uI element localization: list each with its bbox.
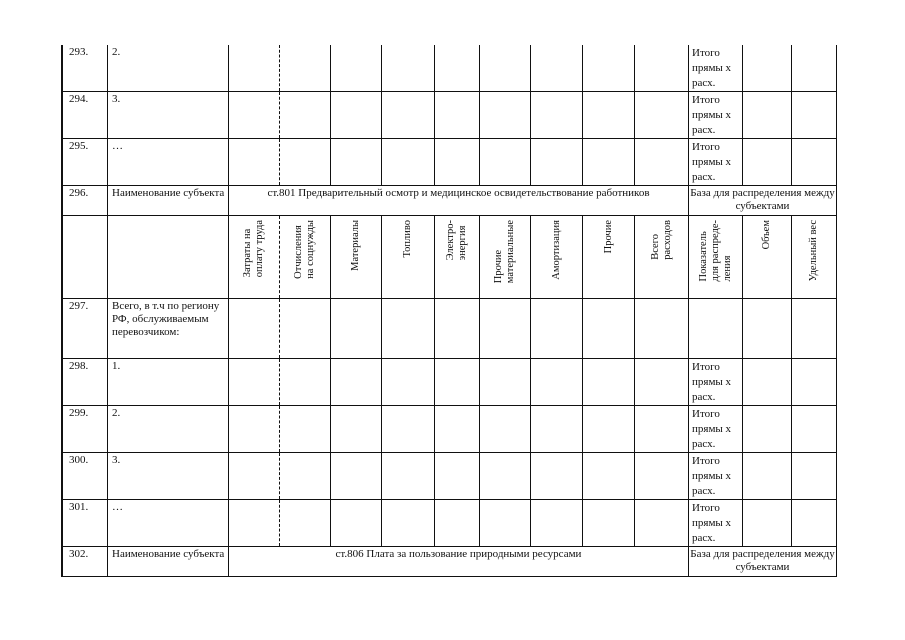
data-cell bbox=[635, 45, 689, 92]
data-cell bbox=[435, 139, 480, 186]
data-cell bbox=[382, 299, 435, 359]
row-number: 299. bbox=[63, 406, 108, 453]
data-cell bbox=[480, 500, 531, 547]
data-cell bbox=[635, 299, 689, 359]
data-cell bbox=[792, 406, 837, 453]
table-row bbox=[63, 92, 837, 139]
empty-cell bbox=[108, 216, 229, 299]
table-grid bbox=[62, 45, 837, 577]
data-cell bbox=[229, 139, 280, 186]
section-title: ст.806 Плата за пользование природными ресурсами bbox=[229, 547, 689, 577]
total-direct-cell: Итого прямы х расх. bbox=[689, 406, 743, 453]
data-cell bbox=[382, 139, 435, 186]
data-cell bbox=[480, 299, 531, 359]
total-direct-cell: Итого прямы х расх. bbox=[689, 92, 743, 139]
data-cell bbox=[743, 406, 792, 453]
data-cell bbox=[583, 45, 635, 92]
column-header-other: Прочие bbox=[583, 216, 635, 299]
column-header-total-expenses: Всего расходов bbox=[635, 216, 689, 299]
data-cell bbox=[531, 406, 583, 453]
data-cell bbox=[583, 92, 635, 139]
data-cell bbox=[480, 139, 531, 186]
data-cell bbox=[480, 92, 531, 139]
data-cell bbox=[382, 500, 435, 547]
data-cell bbox=[583, 406, 635, 453]
table-row bbox=[63, 139, 837, 186]
data-cell bbox=[743, 453, 792, 500]
total-direct-cell: Итого прямы х расх. bbox=[689, 453, 743, 500]
total-direct-cell: Итого прямы х расх. bbox=[689, 139, 743, 186]
row-number: 294. bbox=[63, 92, 108, 139]
data-cell bbox=[382, 359, 435, 406]
data-cell bbox=[792, 139, 837, 186]
data-cell bbox=[229, 453, 280, 500]
data-cell bbox=[531, 500, 583, 547]
data-cell bbox=[635, 139, 689, 186]
data-cell bbox=[280, 45, 331, 92]
row-number: 301. bbox=[63, 500, 108, 547]
row-number: 293. bbox=[63, 45, 108, 92]
data-cell bbox=[480, 453, 531, 500]
data-cell bbox=[280, 92, 331, 139]
column-header-social: Отчисления на соцнужды bbox=[280, 216, 331, 299]
data-cell bbox=[583, 500, 635, 547]
table-row bbox=[63, 500, 837, 547]
data-cell bbox=[331, 406, 382, 453]
data-cell bbox=[382, 45, 435, 92]
subject-cell: … bbox=[108, 500, 229, 547]
data-cell bbox=[480, 359, 531, 406]
column-header-weight: Удельный вес bbox=[792, 216, 837, 299]
row-number: 298. bbox=[63, 359, 108, 406]
total-direct-cell: Итого прямы х расх. bbox=[689, 359, 743, 406]
data-cell bbox=[435, 359, 480, 406]
data-cell bbox=[792, 359, 837, 406]
column-header-indicator: Показатель для распреде- ления bbox=[689, 216, 743, 299]
data-cell bbox=[743, 45, 792, 92]
data-cell bbox=[792, 500, 837, 547]
data-cell bbox=[280, 299, 331, 359]
data-cell bbox=[229, 406, 280, 453]
table-row bbox=[63, 359, 837, 406]
section-title: ст.801 Предварительный осмотр и медицинское освидетельствование работников bbox=[229, 186, 689, 216]
column-header-labor: Затраты на оплату труда bbox=[229, 216, 280, 299]
data-cell bbox=[229, 45, 280, 92]
data-cell bbox=[531, 453, 583, 500]
data-cell bbox=[331, 299, 382, 359]
column-header-amortization: Амортизация bbox=[531, 216, 583, 299]
data-cell bbox=[743, 299, 792, 359]
data-cell bbox=[531, 359, 583, 406]
data-cell bbox=[583, 359, 635, 406]
table-row bbox=[63, 45, 837, 92]
data-cell bbox=[280, 359, 331, 406]
column-header-materials: Материалы bbox=[331, 216, 382, 299]
subject-cell: 2. bbox=[108, 406, 229, 453]
base-title: База для распределения между субъектами bbox=[689, 547, 837, 577]
subject-cell: … bbox=[108, 139, 229, 186]
row-number: 296. bbox=[63, 186, 108, 216]
data-cell bbox=[229, 359, 280, 406]
data-cell bbox=[792, 453, 837, 500]
data-cell bbox=[531, 45, 583, 92]
data-cell bbox=[331, 453, 382, 500]
data-cell bbox=[480, 45, 531, 92]
data-cell bbox=[531, 139, 583, 186]
subject-cell: 3. bbox=[108, 92, 229, 139]
data-cell bbox=[583, 139, 635, 186]
data-cell bbox=[531, 299, 583, 359]
data-cell bbox=[635, 92, 689, 139]
data-cell bbox=[435, 500, 480, 547]
data-cell bbox=[382, 453, 435, 500]
data-cell bbox=[635, 500, 689, 547]
data-cell bbox=[229, 299, 280, 359]
data-cell bbox=[583, 299, 635, 359]
subject-cell: Всего, в т.ч по региону РФ, обслуживаемым перевозчиком: bbox=[108, 299, 229, 359]
data-cell bbox=[280, 500, 331, 547]
data-cell bbox=[331, 45, 382, 92]
empty-cell bbox=[63, 216, 108, 299]
table-row bbox=[63, 299, 837, 359]
subject-cell: 1. bbox=[108, 359, 229, 406]
column-header-other-materials: Прочие материальные bbox=[480, 216, 531, 299]
row-number: 297. bbox=[63, 299, 108, 359]
base-title: База для распределения между субъектами bbox=[689, 186, 837, 216]
data-cell bbox=[792, 45, 837, 92]
data-cell bbox=[635, 359, 689, 406]
data-cell bbox=[531, 92, 583, 139]
subject-header: Наименование субъекта bbox=[108, 547, 229, 577]
subject-cell: 3. bbox=[108, 453, 229, 500]
subject-cell: 2. bbox=[108, 45, 229, 92]
data-cell bbox=[382, 92, 435, 139]
data-cell bbox=[331, 500, 382, 547]
data-cell bbox=[743, 359, 792, 406]
data-cell bbox=[280, 406, 331, 453]
data-cell bbox=[635, 453, 689, 500]
column-header-fuel: Топливо bbox=[382, 216, 435, 299]
table-row bbox=[63, 453, 837, 500]
total-direct-cell: Итого прямы х расх. bbox=[689, 45, 743, 92]
column-header-volume: Объем bbox=[743, 216, 792, 299]
row-number: 300. bbox=[63, 453, 108, 500]
data-cell bbox=[280, 453, 331, 500]
data-cell bbox=[435, 92, 480, 139]
data-cell bbox=[792, 299, 837, 359]
subject-header: Наименование субъекта bbox=[108, 186, 229, 216]
data-cell bbox=[689, 299, 743, 359]
data-cell bbox=[435, 45, 480, 92]
section-header-row bbox=[63, 186, 837, 216]
data-cell bbox=[743, 500, 792, 547]
row-number: 295. bbox=[63, 139, 108, 186]
data-cell bbox=[743, 139, 792, 186]
row-number: 302. bbox=[63, 547, 108, 577]
data-cell bbox=[229, 92, 280, 139]
data-cell bbox=[331, 139, 382, 186]
data-cell bbox=[583, 453, 635, 500]
data-cell bbox=[792, 92, 837, 139]
data-cell bbox=[331, 92, 382, 139]
table-row bbox=[63, 406, 837, 453]
column-header-row bbox=[63, 216, 837, 299]
total-direct-cell: Итого прямы х расх. bbox=[689, 500, 743, 547]
data-cell bbox=[331, 359, 382, 406]
data-cell bbox=[382, 406, 435, 453]
section-header-row bbox=[63, 547, 837, 577]
data-cell bbox=[743, 92, 792, 139]
data-cell bbox=[635, 406, 689, 453]
cost-allocation-table bbox=[61, 45, 837, 577]
data-cell bbox=[229, 500, 280, 547]
data-cell bbox=[435, 453, 480, 500]
data-cell bbox=[480, 406, 531, 453]
data-cell bbox=[280, 139, 331, 186]
data-cell bbox=[435, 299, 480, 359]
column-header-energy: Электро- энергия bbox=[435, 216, 480, 299]
data-cell bbox=[435, 406, 480, 453]
